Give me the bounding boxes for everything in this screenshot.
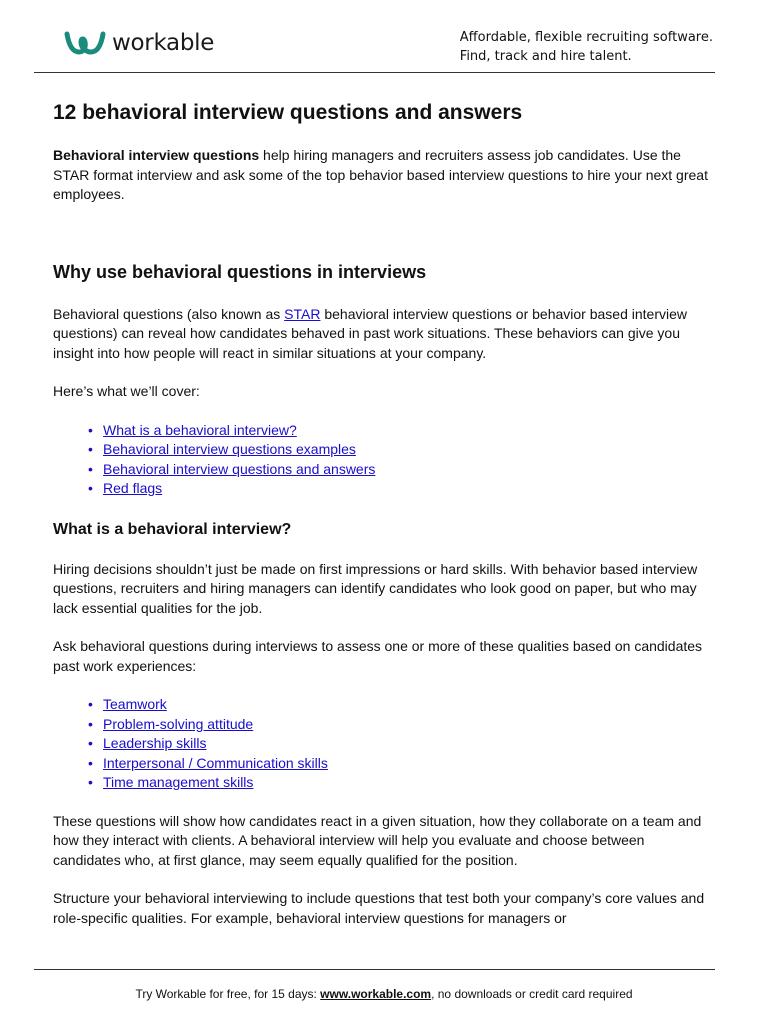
bullet-icon: • (88, 774, 93, 790)
bullet-icon: • (88, 460, 93, 477)
quality-item (88, 734, 713, 754)
quality-item (88, 715, 713, 735)
toc-item (88, 479, 713, 499)
page-header (34, 0, 715, 73)
what-paragraph-1: Hiring decisions shouldn’t just be made on first impressions or hard skills. With behavior based interview questions, recruiters and hiring managers can identify candidates who look good on paper, but who may lack essential qualities for the job. (53, 560, 698, 616)
quality-link[interactable]: Time management skills (103, 774, 254, 790)
bullet-icon: • (88, 696, 93, 712)
footer-text-before: Try Workable for free, for 15 days: (135, 987, 321, 1001)
footer-text-after: , no downloads or credit card required (431, 987, 633, 1001)
page-title: 12 behavioral interview questions and answers (53, 101, 523, 124)
why-text-after: behavioral interview questions or behavior based interview questions) can reveal how candidates behaved in past work situations. These behaviors can give you insight into how people will react in similar situations at your company. (53, 305, 687, 361)
what-paragraph-2: Ask behavioral questions during interviews to assess one or more of these qualities based on candidates past work experiences: (53, 638, 703, 674)
toc-item (88, 460, 713, 480)
bullet-icon: • (88, 421, 93, 438)
intro-paragraph (53, 146, 713, 205)
toc-item (88, 421, 713, 441)
what-paragraph-4: Structure your behavioral interviewing to include questions that test both your company’s core values and role-specific qualities. For example, behavioral interview questions for managers or (53, 890, 705, 926)
toc-link[interactable]: Red flags (103, 480, 163, 496)
bullet-icon: • (88, 754, 93, 771)
why-text-before: Behavioral questions (also known as (53, 305, 285, 322)
section-heading-why: Why use behavioral questions in interviews (53, 261, 427, 282)
toc-link[interactable]: What is a behavioral interview? (103, 421, 297, 438)
toc-link[interactable]: Behavioral interview questions examples (103, 441, 356, 457)
tagline-line-1: Affordable, flexible recruiting software. (459, 30, 713, 45)
why-paragraph (53, 305, 713, 364)
what-paragraph-3: These questions will show how candidates react in a given situation, how they collaborate on a team and how they interact with clients. A behavioral interview will help you evaluate and choose between candidates who, at first glance, may seem equally qualified for the position. (53, 812, 702, 868)
toc-item (88, 440, 713, 460)
article-body (53, 98, 713, 928)
bullet-icon: • (88, 735, 93, 751)
header-tagline (460, 28, 713, 66)
bullet-icon: • (88, 441, 93, 457)
quality-item (88, 754, 713, 774)
cover-intro: Here’s what we’ll cover: (53, 383, 200, 399)
intro-text: help hiring managers and recruiters assess job candidates. Use the STAR format interview and ask some of the top behavior based interview questions to hire your next great employees. (53, 147, 708, 202)
logo-wordmark: workable (112, 29, 215, 56)
quality-item (88, 773, 713, 793)
star-link[interactable]: STAR (284, 305, 321, 322)
footer-divider (34, 969, 715, 970)
section-heading-what: What is a behavioral interview? (53, 520, 292, 538)
quality-item (88, 695, 713, 715)
quality-link[interactable]: Leadership skills (103, 735, 207, 751)
quality-link[interactable]: Teamwork (103, 696, 167, 712)
page-footer (0, 987, 768, 1001)
footer-link[interactable]: www.workable.com (320, 987, 432, 1001)
qualities-list (53, 695, 713, 793)
quality-link[interactable]: Problem-solving attitude (103, 715, 254, 732)
toc-link[interactable]: Behavioral interview questions and answers (103, 460, 376, 477)
workable-logo-icon (64, 30, 106, 56)
bullet-icon: • (88, 480, 93, 496)
workable-logo[interactable] (64, 30, 214, 56)
toc-list (53, 421, 713, 499)
intro-bold: Behavioral interview questions (53, 147, 260, 163)
tagline-line-2: Find, track and hire talent. (459, 49, 632, 64)
quality-link[interactable]: Interpersonal / Communication skills (103, 754, 328, 771)
bullet-icon: • (88, 715, 93, 732)
